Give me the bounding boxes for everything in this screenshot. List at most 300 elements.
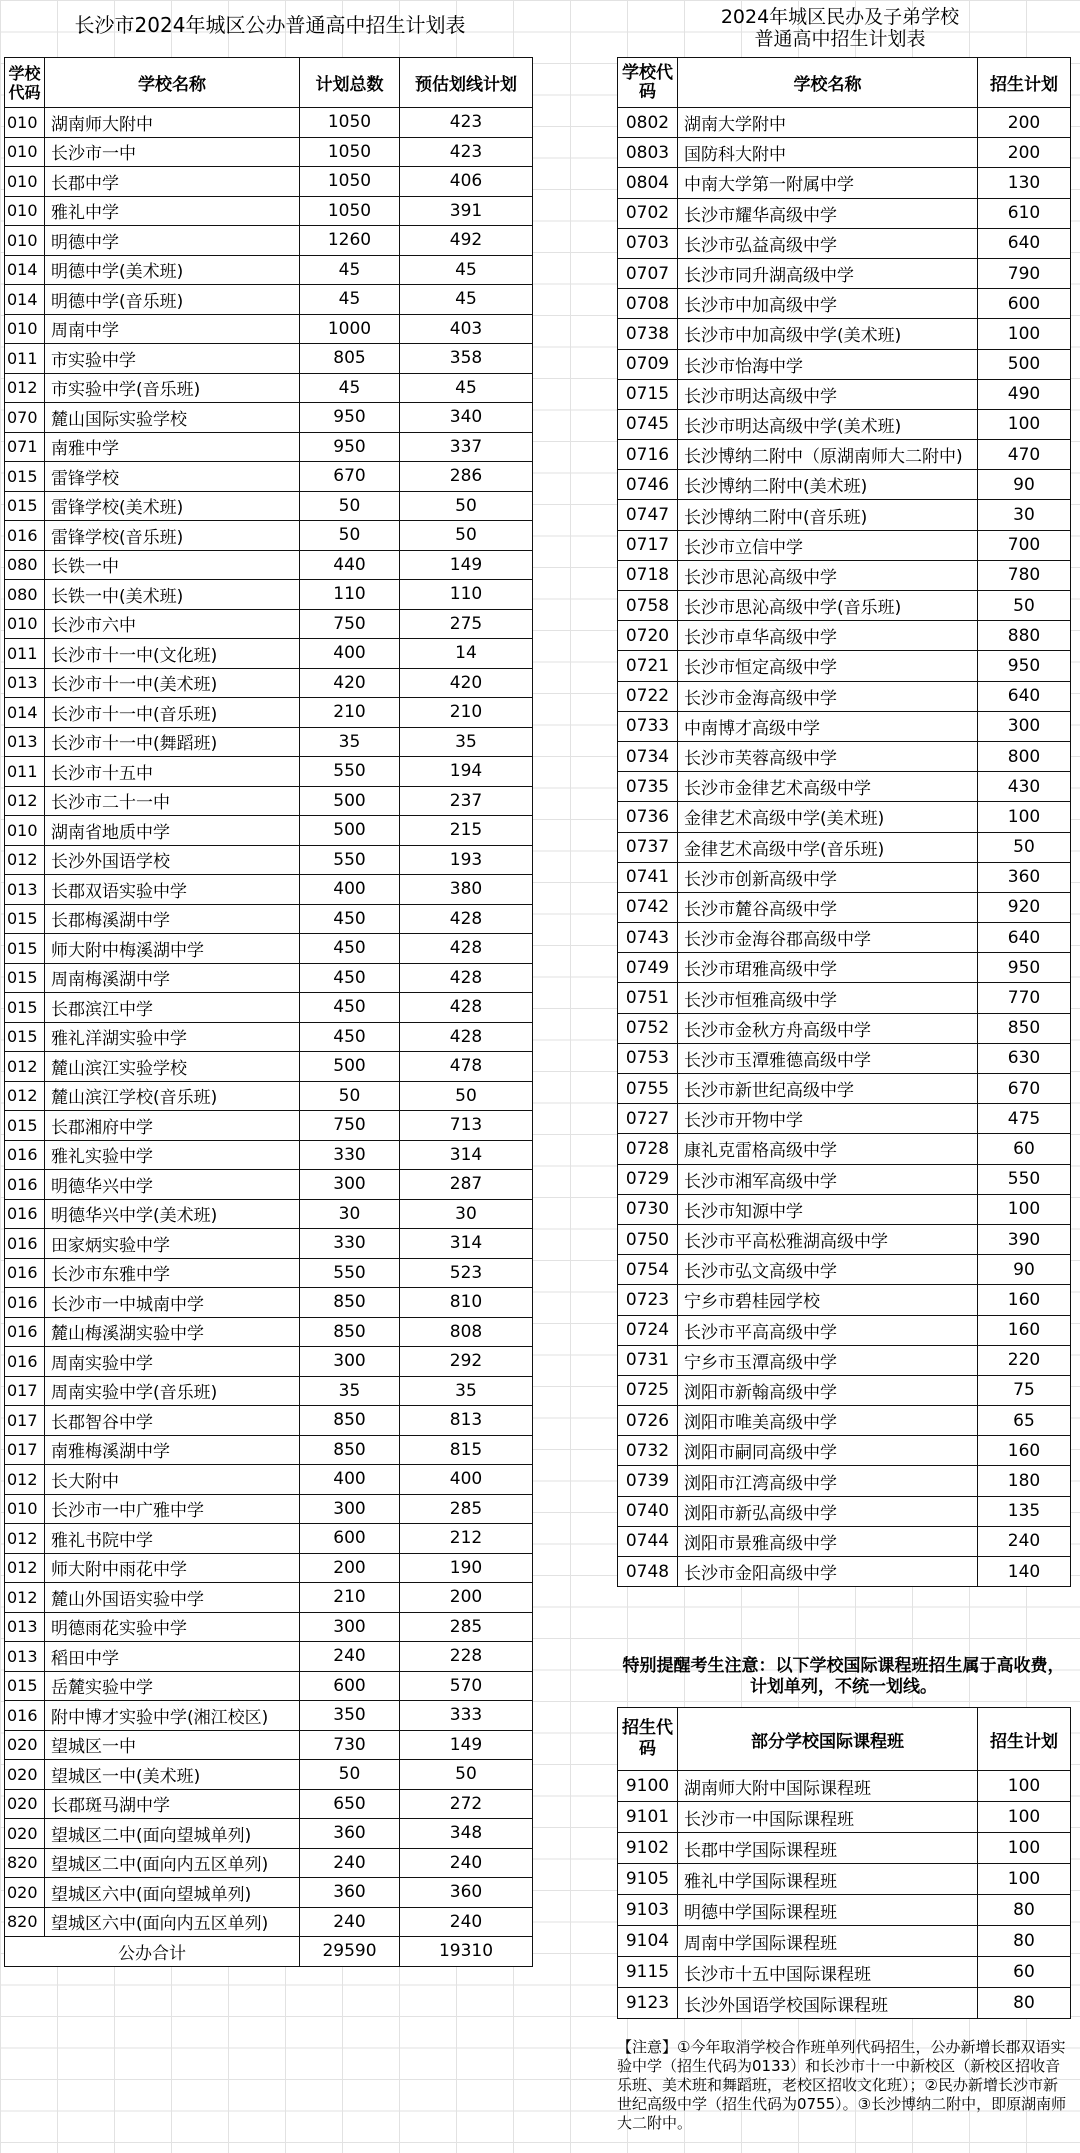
school-name: 长沙市玉潭雅德高级中学 [678,1043,978,1073]
school-code: 820 [5,1848,45,1878]
school-name: 长郡双语实验中学 [45,875,300,905]
plan-total: 950 [300,403,400,433]
public-school-row [5,639,533,669]
private-school-row [618,802,1071,832]
plan-total: 550 [300,757,400,787]
private-school-row [618,1375,1071,1405]
public-school-row [5,1022,533,1052]
school-name: 雷锋学校(音乐班) [45,521,300,551]
header-intl-name: 部分学校国际课程班 [678,1708,978,1771]
school-code: 013 [5,875,45,905]
enroll-plan: 640 [978,228,1071,258]
enroll-plan: 600 [978,289,1071,319]
school-name: 雅礼书院中学 [45,1524,300,1554]
enroll-plan: 610 [978,198,1071,228]
cutoff-plan: 237 [400,786,533,816]
school-code: 0745 [618,409,678,439]
cutoff-plan: 292 [400,1347,533,1377]
public-school-row [5,1907,533,1937]
intl-code: 9101 [618,1802,678,1833]
school-name: 长沙市芙蓉高级中学 [678,741,978,771]
public-school-row [5,1229,533,1259]
enroll-plan: 140 [978,1557,1071,1587]
school-name: 长沙市一中 [45,137,300,167]
public-school-row [5,1819,533,1849]
school-code: 017 [5,1435,45,1465]
plan-total: 600 [300,1671,400,1701]
public-total-row [5,1937,533,1967]
plan-total: 500 [300,1052,400,1082]
cutoff-plan: 478 [400,1052,533,1082]
school-name: 周南梅溪湖中学 [45,963,300,993]
private-school-row [618,349,1071,379]
plan-total: 50 [300,1760,400,1790]
school-name: 宁乡市碧桂园学校 [678,1285,978,1315]
cutoff-plan: 286 [400,462,533,492]
enroll-plan: 90 [978,470,1071,500]
plan-total: 1050 [300,137,400,167]
school-name: 师大附中雨花中学 [45,1553,300,1583]
public-school-row [5,904,533,934]
school-name: 稻田中学 [45,1642,300,1672]
private-school-row [618,470,1071,500]
plan-total: 400 [300,1465,400,1495]
plan-total: 1050 [300,108,400,138]
enroll-plan: 360 [978,862,1071,892]
cutoff-plan: 428 [400,934,533,964]
enroll-plan: 500 [978,349,1071,379]
enroll-plan: 75 [978,1375,1071,1405]
public-school-row [5,698,533,728]
cutoff-plan: 428 [400,993,533,1023]
school-name: 长沙市开物中学 [678,1104,978,1134]
school-name: 长沙市思沁高级中学 [678,560,978,590]
header-private-code: 学校代码 [618,58,678,108]
plan-total: 350 [300,1701,400,1731]
school-name: 宁乡市玉潭高级中学 [678,1345,978,1375]
plan-total: 670 [300,462,400,492]
school-name: 师大附中梅溪湖中学 [45,934,300,964]
school-code: 0758 [618,591,678,621]
school-code: 0740 [618,1496,678,1526]
school-name: 湖南师大附中 [45,108,300,138]
school-code: 0732 [618,1436,678,1466]
private-school-row [618,108,1071,138]
cutoff-plan: 400 [400,1465,533,1495]
enroll-plan: 65 [978,1406,1071,1436]
school-name: 长沙市怡海中学 [678,349,978,379]
cutoff-plan: 523 [400,1258,533,1288]
school-code: 0737 [618,832,678,862]
cutoff-plan: 272 [400,1789,533,1819]
cutoff-plan: 285 [400,1612,533,1642]
plan-total: 300 [300,1494,400,1524]
header-school-code: 学校代码 [5,58,45,108]
school-code: 0717 [618,530,678,560]
school-code: 0748 [618,1557,678,1587]
right-table-title [600,6,1080,50]
cutoff-plan: 285 [400,1494,533,1524]
cutoff-plan: 391 [400,196,533,226]
cutoff-plan: 428 [400,904,533,934]
enroll-plan: 160 [978,1315,1071,1345]
plan-total: 400 [300,639,400,669]
total-plan: 29590 [300,1937,400,1967]
plan-total: 330 [300,1229,400,1259]
enroll-plan: 200 [978,108,1071,138]
plan-total: 450 [300,934,400,964]
public-school-row [5,1317,533,1347]
school-name: 长沙市中加高级中学(美术班) [678,319,978,349]
school-code: 015 [5,491,45,521]
enroll-plan: 50 [978,832,1071,862]
plan-total: 850 [300,1317,400,1347]
intl-class-name: 长沙市十五中国际课程班 [678,1957,978,1988]
school-name: 康礼克雷格高级中学 [678,1134,978,1164]
enroll-plan: 160 [978,1436,1071,1466]
enroll-plan: 800 [978,741,1071,771]
enroll-plan: 790 [978,258,1071,288]
school-code: 013 [5,727,45,757]
public-school-row [5,1465,533,1495]
cutoff-plan: 492 [400,226,533,256]
public-school-row [5,1524,533,1554]
school-code: 820 [5,1907,45,1937]
header-private-name: 学校名称 [678,58,978,108]
intl-class-name: 长郡中学国际课程班 [678,1833,978,1864]
cutoff-plan: 45 [400,373,533,403]
plan-total: 650 [300,1789,400,1819]
cutoff-plan: 815 [400,1435,533,1465]
public-school-row [5,255,533,285]
school-code: 0722 [618,681,678,711]
public-school-row [5,314,533,344]
plan-total: 750 [300,609,400,639]
school-code: 0726 [618,1406,678,1436]
school-code: 080 [5,580,45,610]
public-school-row [5,1878,533,1908]
plan-total: 50 [300,521,400,551]
public-school-row [5,1376,533,1406]
school-code: 016 [5,1140,45,1170]
school-name: 长郡斑马湖中学 [45,1789,300,1819]
school-name: 附中博才实验中学(湘江校区) [45,1701,300,1731]
intl-course-table [617,1707,1071,2019]
school-code: 0725 [618,1375,678,1405]
school-code: 0735 [618,772,678,802]
school-name: 市实验中学 [45,344,300,374]
intl-plan: 100 [978,1771,1071,1802]
intl-class-name: 雅礼中学国际课程班 [678,1864,978,1895]
plan-total: 300 [300,1170,400,1200]
school-name: 长沙市六中 [45,609,300,639]
school-name: 长沙市恒定高级中学 [678,651,978,681]
enroll-plan: 770 [978,983,1071,1013]
school-name: 长沙市弘文高级中学 [678,1255,978,1285]
school-name: 长大附中 [45,1465,300,1495]
school-code: 0727 [618,1104,678,1134]
enroll-plan: 475 [978,1104,1071,1134]
enroll-plan: 50 [978,591,1071,621]
public-school-row [5,108,533,138]
plan-total: 240 [300,1907,400,1937]
plan-total: 805 [300,344,400,374]
school-name: 长沙市金阳高级中学 [678,1557,978,1587]
public-school-row [5,609,533,639]
school-name: 周南实验中学(音乐班) [45,1376,300,1406]
public-school-row [5,1347,533,1377]
public-school-row [5,1701,533,1731]
school-name: 长沙市卓华高级中学 [678,621,978,651]
plan-total: 850 [300,1288,400,1318]
cutoff-plan: 210 [400,698,533,728]
intl-row [618,1926,1071,1957]
public-school-table [4,57,533,1967]
cutoff-plan: 314 [400,1140,533,1170]
plan-total: 35 [300,727,400,757]
plan-total: 240 [300,1642,400,1672]
school-code: 0716 [618,440,678,470]
enroll-plan: 880 [978,621,1071,651]
school-name: 雅礼实验中学 [45,1140,300,1170]
school-name: 望城区二中(面向内五区单列) [45,1848,300,1878]
school-code: 071 [5,432,45,462]
school-code: 010 [5,1494,45,1524]
cutoff-plan: 570 [400,1671,533,1701]
enroll-plan: 135 [978,1496,1071,1526]
school-name: 长郡湘府中学 [45,1111,300,1141]
plan-total: 35 [300,1376,400,1406]
school-name: 长沙市弘益高级中学 [678,228,978,258]
intl-class-name: 湖南师大附中国际课程班 [678,1771,978,1802]
enroll-plan: 950 [978,651,1071,681]
school-name: 长郡梅溪湖中学 [45,904,300,934]
plan-total: 300 [300,1347,400,1377]
school-name: 雷锋学校(美术班) [45,491,300,521]
school-name: 长沙市创新高级中学 [678,862,978,892]
right-title-line2: 普通高中招生计划表 [754,28,926,50]
intl-class-name: 长沙外国语学校国际课程班 [678,1988,978,2019]
public-school-row [5,550,533,580]
intl-header-row [618,1708,1071,1771]
intl-row [618,1957,1071,1988]
cutoff-plan: 428 [400,1022,533,1052]
intl-class-name: 周南中学国际课程班 [678,1926,978,1957]
school-code: 016 [5,1347,45,1377]
intl-code: 9103 [618,1895,678,1926]
school-code: 014 [5,285,45,315]
school-name: 浏阳市景雅高级中学 [678,1526,978,1556]
enroll-plan: 640 [978,923,1071,953]
school-code: 014 [5,255,45,285]
school-name: 雷锋学校 [45,462,300,492]
school-code: 014 [5,698,45,728]
school-name: 长沙市珺雅高级中学 [678,953,978,983]
header-school-name: 学校名称 [45,58,300,108]
cutoff-plan: 35 [400,727,533,757]
plan-total: 45 [300,255,400,285]
cutoff-plan: 215 [400,816,533,846]
enroll-plan: 30 [978,500,1071,530]
cutoff-plan: 200 [400,1583,533,1613]
school-code: 0729 [618,1164,678,1194]
enroll-plan: 100 [978,319,1071,349]
intl-plan: 100 [978,1802,1071,1833]
public-school-row [5,1848,533,1878]
school-name: 麓山滨江实验学校 [45,1052,300,1082]
public-school-row [5,963,533,993]
private-school-row [618,1194,1071,1224]
school-code: 0742 [618,892,678,922]
school-name: 长郡中学 [45,167,300,197]
school-name: 长沙市新世纪高级中学 [678,1074,978,1104]
plan-total: 240 [300,1848,400,1878]
school-name: 明德中学 [45,226,300,256]
private-school-row [618,228,1071,258]
footnote: 【注意】①今年取消学校合作班单列代码招生，公办新增长郡双语实验中学（招生代码为0133）和长沙市十一中新校区（新校区招收音乐班、美术班和舞蹈班，老校区招收文化班）；②民办新增长沙市新世纪高级中学（招生代码为0755）。③长沙博纳二附中，即原湖南师大二附中。 [617,2038,1067,2132]
enroll-plan: 550 [978,1164,1071,1194]
school-name: 浏阳市新弘高级中学 [678,1496,978,1526]
school-name: 长沙市湘军高级中学 [678,1164,978,1194]
school-name: 长沙市知源中学 [678,1194,978,1224]
school-name: 湖南省地质中学 [45,816,300,846]
enroll-plan: 60 [978,1134,1071,1164]
private-school-row [618,1285,1071,1315]
school-code: 0750 [618,1224,678,1254]
school-code: 0715 [618,379,678,409]
private-school-row [618,530,1071,560]
school-code: 012 [5,1052,45,1082]
public-school-row [5,934,533,964]
enroll-plan: 850 [978,1013,1071,1043]
school-code: 012 [5,845,45,875]
cutoff-plan: 333 [400,1701,533,1731]
enroll-plan: 640 [978,681,1071,711]
school-code: 012 [5,1524,45,1554]
school-code: 015 [5,904,45,934]
school-code: 015 [5,934,45,964]
school-code: 0703 [618,228,678,258]
plan-total: 30 [300,1199,400,1229]
public-school-row [5,403,533,433]
public-school-row [5,1111,533,1141]
cutoff-plan: 50 [400,521,533,551]
cutoff-plan: 358 [400,344,533,374]
plan-total: 450 [300,904,400,934]
right-title-line1: 2024年城区民办及子弟学校 [720,6,960,28]
school-name: 麓山梅溪湖实验中学 [45,1317,300,1347]
enroll-plan: 100 [978,409,1071,439]
school-name: 长沙市十一中(舞蹈班) [45,727,300,757]
public-school-row [5,1583,533,1613]
school-code: 010 [5,137,45,167]
intl-notice: 特别提醒考生注意：以下学校国际课程班招生属于高收费，计划单列，不统一划线。 [622,1656,1065,1697]
private-school-row [618,168,1071,198]
enroll-plan: 430 [978,772,1071,802]
school-name: 中南博才高级中学 [678,711,978,741]
school-code: 010 [5,226,45,256]
right-header-row [618,58,1071,108]
intl-plan: 60 [978,1957,1071,1988]
private-school-row [618,1074,1071,1104]
school-code: 016 [5,1258,45,1288]
private-school-row [618,1134,1071,1164]
public-school-row [5,1288,533,1318]
school-code: 012 [5,1465,45,1495]
enroll-plan: 180 [978,1466,1071,1496]
cutoff-plan: 420 [400,668,533,698]
school-code: 080 [5,550,45,580]
school-code: 012 [5,786,45,816]
private-school-row [618,440,1071,470]
public-school-row [5,1730,533,1760]
intl-row [618,1833,1071,1864]
school-code: 015 [5,963,45,993]
private-school-row [618,711,1071,741]
private-school-row [618,953,1071,983]
intl-row [618,1771,1071,1802]
school-code: 0720 [618,621,678,651]
plan-total: 500 [300,786,400,816]
private-school-row [618,681,1071,711]
cutoff-plan: 403 [400,314,533,344]
enroll-plan: 160 [978,1285,1071,1315]
header-plan-total: 计划总数 [300,58,400,108]
public-school-row [5,727,533,757]
enroll-plan: 90 [978,1255,1071,1285]
school-name: 长沙市耀华高级中学 [678,198,978,228]
header-intl-plan: 招生计划 [978,1708,1071,1771]
school-code: 0803 [618,138,678,168]
school-name: 明德华兴中学 [45,1170,300,1200]
school-name: 长沙市立信中学 [678,530,978,560]
school-code: 015 [5,1022,45,1052]
cutoff-plan: 428 [400,963,533,993]
school-name: 麓山滨江学校(音乐班) [45,1081,300,1111]
school-code: 0747 [618,500,678,530]
public-school-row [5,1081,533,1111]
enroll-plan: 100 [978,1194,1071,1224]
cutoff-plan: 813 [400,1406,533,1436]
cutoff-plan: 360 [400,1878,533,1908]
plan-total: 750 [300,1111,400,1141]
private-school-row [618,198,1071,228]
school-code: 020 [5,1878,45,1908]
header-private-plan: 招生计划 [978,58,1071,108]
plan-total: 300 [300,1612,400,1642]
school-name: 长沙市一中城南中学 [45,1288,300,1318]
cutoff-plan: 194 [400,757,533,787]
cutoff-plan: 50 [400,491,533,521]
intl-plan: 80 [978,1988,1071,2019]
school-name: 金律艺术高级中学(音乐班) [678,832,978,862]
public-school-row [5,1789,533,1819]
school-name: 明德华兴中学(美术班) [45,1199,300,1229]
plan-total: 50 [300,1081,400,1111]
school-name: 长沙市金律艺术高级中学 [678,772,978,802]
school-name: 长铁一中(美术班) [45,580,300,610]
private-school-row [618,1526,1071,1556]
plan-total: 550 [300,1258,400,1288]
cutoff-plan: 45 [400,285,533,315]
intl-code: 9115 [618,1957,678,1988]
public-school-row [5,462,533,492]
school-code: 0733 [618,711,678,741]
left-table-title: 长沙市2024年城区公办普通高中招生计划表 [74,13,466,37]
private-school-row [618,1406,1071,1436]
cutoff-plan: 35 [400,1376,533,1406]
intl-class-name: 明德中学国际课程班 [678,1895,978,1926]
